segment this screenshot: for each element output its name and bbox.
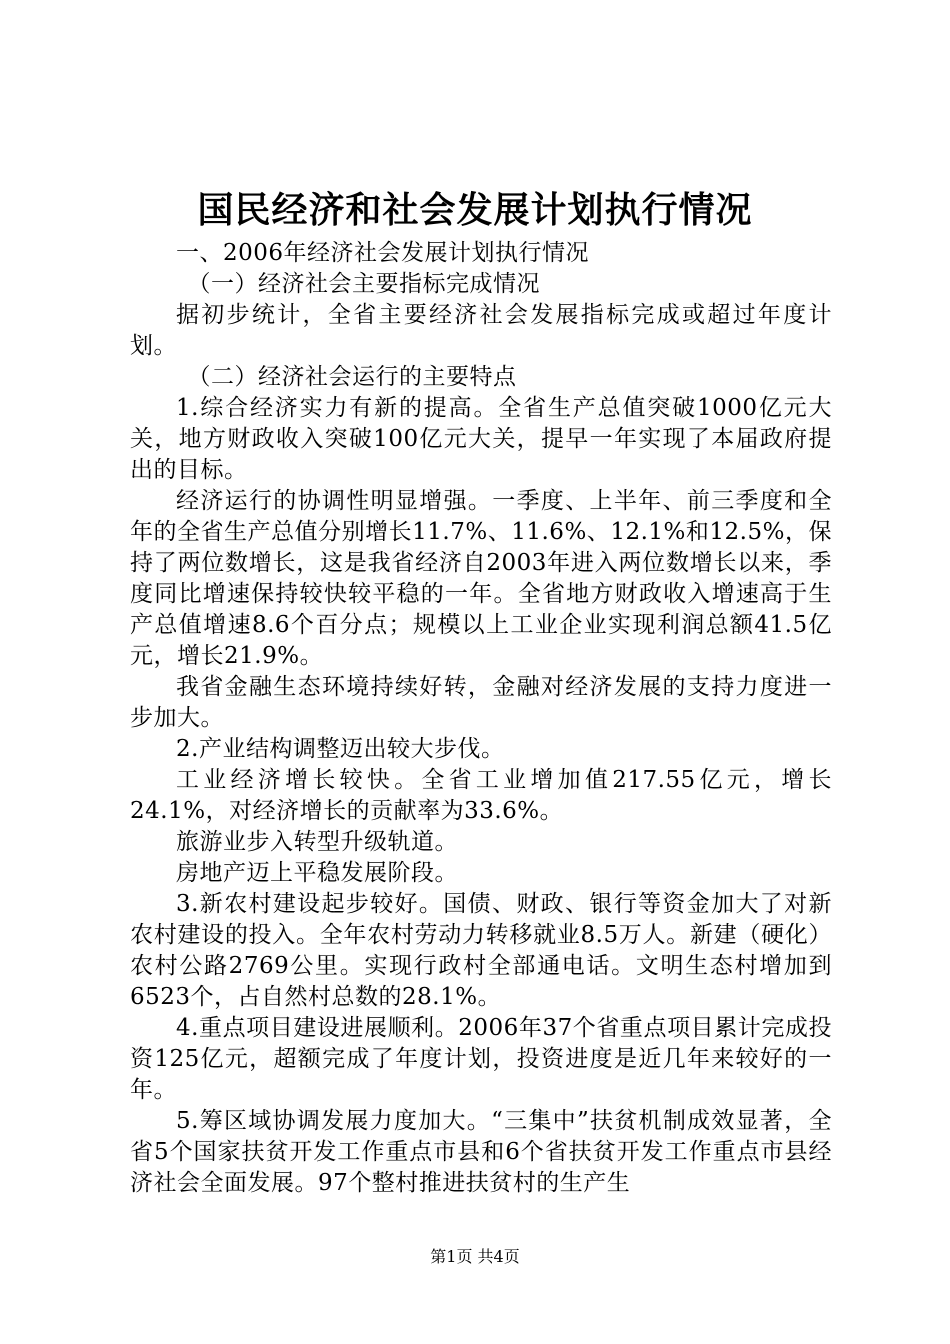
body-paragraph: 1.综合经济实力有新的提高。全省生产总值突破1000亿元大关，地方财政收入突破100亿元大关，提早一年实现了本届政府提出的目标。	[130, 395, 832, 483]
page-footer: 第1页 共4页	[430, 1247, 520, 1266]
body-paragraph: 房地产迈上平稳发展阶段。	[176, 860, 458, 886]
body-paragraph: 2.产业结构调整迈出较大步伐。	[176, 736, 505, 762]
subsection-heading: （一）经济社会主要指标完成情况	[187, 271, 540, 297]
subsection-heading: （二）经济社会运行的主要特点	[187, 364, 517, 390]
document-body	[130, 238, 832, 1199]
section-heading: 一、2006年经济社会发展计划执行情况	[176, 240, 590, 266]
body-paragraph: 4.重点项目建设进展顺利。2006年37个省重点项目累计完成投资125亿元，超额完成了年度计划，投资进度是近几年来较好的一年。	[130, 1015, 832, 1103]
body-paragraph: 据初步统计，全省主要经济社会发展指标完成或超过年度计划。	[130, 302, 832, 359]
body-paragraph: 3.新农村建设起步较好。国债、财政、银行等资金加大了对新农村建设的投入。全年农村劳动力转移就业8.5万人。新建（硬化）农村公路2769公里。实现行政村全部通电话。文明生态村增加到6523个，占自然村总数的28.1%。	[130, 891, 832, 1010]
body-paragraph: 经济运行的协调性明显增强。一季度、上半年、前三季度和全年的全省生产总值分别增长11.7%、11.6%、12.1%和12.5%，保持了两位数增长，这是我省经济自2003年进入两位数增长以来，季度同比增速保持较快较平稳的一年。全省地方财政收入增速高于生产总值增速8.6个百分点；规模以上工业企业实现利润总额41.5亿元，增长21.9%。	[130, 488, 832, 669]
body-paragraph: 5.筹区域协调发展力度加大。“三集中”扶贫机制成效显著，全省5个国家扶贫开发工作重点市县和6个省扶贫开发工作重点市县经济社会全面发展。97个整村推进扶贫村的生产生	[130, 1108, 832, 1196]
document-title: 国民经济和社会发展计划执行情况	[197, 189, 753, 231]
body-paragraph: 我省金融生态环境持续好转，金融对经济发展的支持力度进一步加大。	[130, 674, 832, 731]
body-paragraph: 旅游业步入转型升级轨道。	[176, 829, 458, 855]
body-paragraph: 工业经济增长较快。全省工业增加值217.55亿元，增长24.1%，对经济增长的贡献率为33.6%。	[130, 767, 832, 824]
